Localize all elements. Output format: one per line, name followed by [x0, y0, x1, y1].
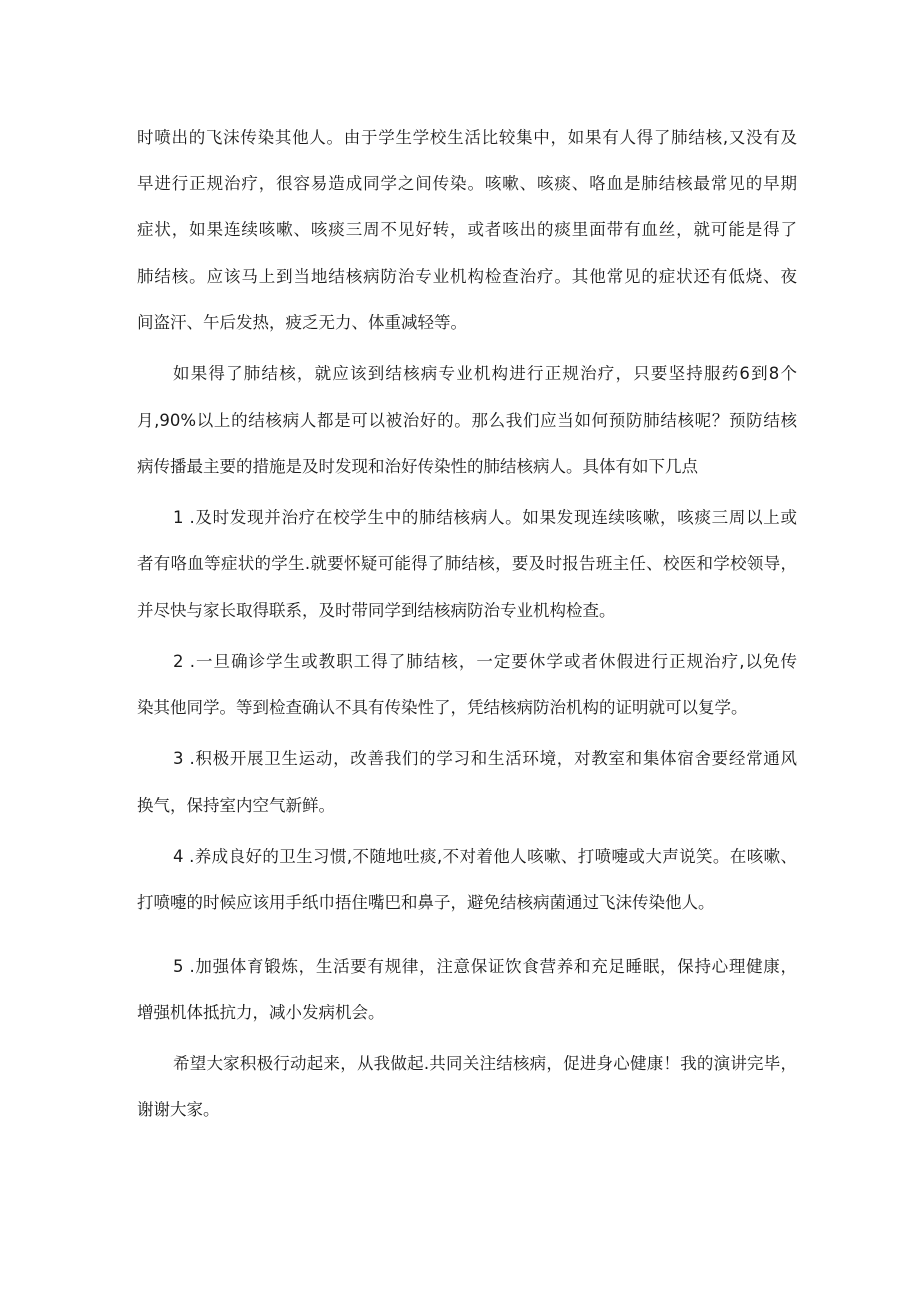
paragraph-line: 病传播最主要的措施是及时发现和治好传染性的肺结核病人。具体有如下几点: [137, 457, 698, 476]
paragraph-line: 早进行正规治疗，很容易造成同学之间传染。咳嗽、咳痰、咯血是肺结核最常见的早期: [137, 174, 797, 193]
paragraph-line: 肺结核。应该马上到当地结核病防治专业机构检查治疗。其他常见的症状还有低烧、夜: [137, 267, 797, 286]
paragraph-line: 如果得了肺结核，就应该到结核病专业机构进行正规治疗，只要坚持服药6到8个: [173, 364, 797, 383]
list-item-line: 者有咯血等症状的学生.就要怀疑可能得了肺结核，要及时报告班主任、校医和学校领导，: [137, 554, 797, 573]
paragraph-line: 月,90%以上的结核病人都是可以被治好的。那么我们应当如何预防肺结核呢？预防结核: [137, 411, 797, 430]
paragraph-line: 间盗汗、午后发热，疲乏无力、体重减轻等。: [137, 313, 467, 332]
list-item-line: 3 .积极开展卫生运动，改善我们的学习和生活环境，对教室和集体宿舍要经常通风: [173, 749, 797, 768]
closing-line: 希望大家积极行动起来，从我做起.共同关注结核病，促进身心健康！我的演讲完毕，: [173, 1054, 797, 1073]
paragraph-line: 时喷出的飞沫传染其他人。由于学生学校生活比较集中，如果有人得了肺结核,又没有及: [137, 128, 797, 147]
list-item-line: 2 .一旦确诊学生或教职工得了肺结核，一定要休学或者休假进行正规治疗,以免传: [173, 652, 797, 671]
closing-line: 谢谢大家。: [137, 1100, 220, 1119]
list-item-line: 5 .加强体育锻炼，生活要有规律，注意保证饮食营养和充足睡眠，保持心理健康，: [173, 957, 797, 976]
list-item-line: 换气，保持室内空气新鲜。: [137, 796, 335, 815]
list-item-line: 染其他同学。等到检查确认不具有传染性了，凭结核病防治机构的证明就可以复学。: [137, 698, 748, 717]
list-item-line: 增强机体抵抗力，减小发病机会。: [137, 1003, 385, 1022]
list-item-line: 打喷嚏的时候应该用手纸巾捂住嘴巴和鼻子，避免结核病菌通过飞沫传染他人。: [137, 893, 715, 912]
list-item-line: 1 .及时发现并治疗在校学生中的肺结核病人。如果发现连续咳嗽，咳痰三周以上或: [173, 508, 797, 527]
paragraph-line: 症状，如果连续咳嗽、咳痰三周不见好转，或者咳出的痰里面带有血丝，就可能是得了: [137, 220, 797, 239]
list-item-line: 4 .养成良好的卫生习惯,不随地吐痰,不对着他人咳嗽、打喷嚏或大声说笑。在咳嗽、: [173, 847, 797, 866]
list-item-line: 并尽快与家长取得联系，及时带同学到结核病防治专业机构检查。: [137, 601, 616, 620]
